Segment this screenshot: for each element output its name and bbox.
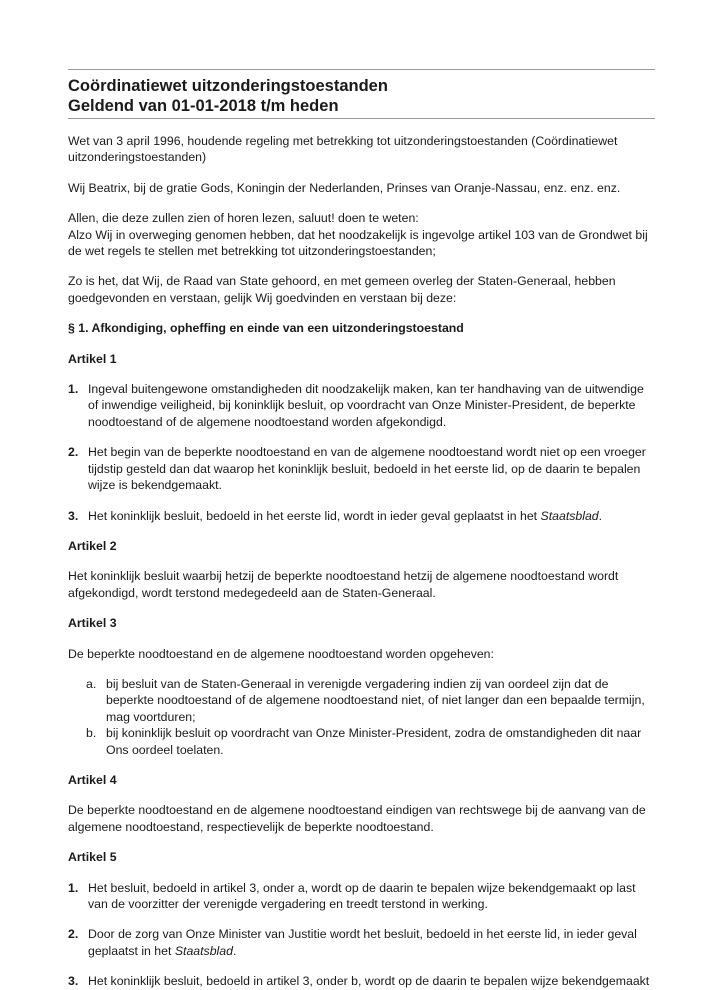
bottom-divider — [68, 118, 655, 119]
item-number: 1. — [68, 880, 79, 895]
item-number: 2. — [68, 445, 79, 460]
article-1-heading: Artikel 1 — [68, 351, 117, 366]
article-3-text: De beperkte noodtoestand en de algemene noodtoestand worden opgeheven: — [68, 646, 494, 661]
top-divider — [68, 69, 655, 70]
article-1-item-2 — [68, 444, 653, 493]
article-4-text: De beperkte noodtoestand en de algemene noodtoestand eindigen van rechtswege bij de aanvang van de algemene noodtoestand, respectievelijk de beperkte noodtoestand. — [68, 803, 646, 834]
intro-paragraph-2: Wij Beatrix, bij de gratie Gods, Koningin der Nederlanden, Prinses van Oranje-Nassau, enz. enz. enz. — [68, 180, 621, 195]
item-text: bij koninklijk besluit op voordracht van Onze Minister-President, zodra de omstandigheden dit naar Ons oordeel toelaten. — [106, 726, 642, 757]
document-body — [68, 133, 653, 990]
item-text: Het besluit, bedoeld in artikel 3, onder a, wordt op de daarin te bepalen wijze bekendgemaakt op last van de voorzitter der verenigde vergadering en treedt terstond in werking. — [88, 880, 636, 911]
item-letter: a. — [86, 676, 97, 691]
article-1-item-3 — [68, 508, 653, 524]
article-5-heading: Artikel 5 — [68, 850, 117, 865]
article-5-item-1 — [68, 880, 653, 913]
section-heading: § 1. Afkondiging, opheffing en einde van een uitzonderingstoestand — [68, 321, 464, 336]
document-title — [68, 76, 388, 116]
title-line-1: Coördinatiewet uitzonderingstoestanden — [68, 77, 388, 95]
item-text — [88, 508, 653, 524]
article-4-heading: Artikel 4 — [68, 772, 117, 787]
item-letter: b. — [86, 726, 97, 741]
item-text-part: Het koninklijk besluit, bedoeld in het eerste lid, wordt in ieder geval geplaatst in het — [88, 508, 541, 523]
staatsblad-emphasis: Staatsblad — [540, 508, 599, 523]
article-2-heading: Artikel 2 — [68, 538, 117, 553]
item-text: Het begin van de beperkte noodtoestand en van de algemene noodtoestand wordt niet op een vroeger tijdstip gesteld dan dat waarop het koninklijk besluit, bedoeld in het eerste lid, op de daarin te bepalen wijze is bekendgemaakt. — [88, 445, 646, 493]
item-number: 3. — [68, 974, 79, 989]
staatsblad-emphasis: Staatsblad — [174, 943, 233, 958]
item-number: 1. — [68, 382, 79, 397]
item-text-part: . — [598, 508, 603, 523]
article-2-text: Het koninklijk besluit waarbij hetzij de beperkte noodtoestand hetzij de algemene noodtoestand wordt afgekondigd, wordt terstond medegedeeld aan de Staten-Generaal. — [68, 569, 619, 600]
article-3-item-a — [86, 676, 653, 725]
article-5-item-2 — [68, 926, 653, 959]
item-text: Het koninklijk besluit, bedoeld in artikel 3, onder b, wordt op de daarin te bepalen wijze bekendgemaakt — [88, 974, 650, 989]
article-3-item-b — [86, 725, 653, 758]
item-text: bij besluit van de Staten-Generaal in verenigde vergadering indien zij van oordeel zijn dat de beperkte noodtoestand of de algemene noodtoestand niet, of niet langer dan een bepaalde termijn, mag voortduren; — [106, 676, 645, 724]
title-line-2: Geldend van 01-01-2018 t/m heden — [68, 97, 339, 115]
article-1-item-1 — [68, 381, 653, 430]
intro-paragraph-3a: Allen, die deze zullen zien of horen lezen, saluut! doen te weten: — [68, 211, 419, 226]
article-3-heading: Artikel 3 — [68, 616, 117, 631]
item-number: 3. — [68, 508, 79, 523]
article-5-item-3 — [68, 973, 653, 989]
item-number: 2. — [68, 927, 79, 942]
item-text-part: . — [232, 943, 237, 958]
item-text — [88, 926, 653, 959]
intro-paragraph-1: Wet van 3 april 1996, houdende regeling met betrekking tot uitzonderingstoestanden (Coördinatiewet uitzonderingstoestanden) — [68, 134, 618, 165]
item-text-part: Door de zorg van Onze Minister van Justitie wordt het besluit, bedoeld in het eerste lid, in ieder geval geplaatst in het — [88, 927, 637, 958]
item-text: Ingeval buitengewone omstandigheden dit noodzakelijk maken, kan ter handhaving van de uitwendige of inwendige veiligheid, bij koninklijk besluit, op voordracht van Onze Minister-President, de beperkte noodtoestand of de algemene noodtoestand worden afgekondigd. — [88, 382, 644, 429]
intro-paragraph-3b: Alzo Wij in overweging genomen hebben, dat het noodzakelijk is ingevolge artikel 103 van de Grondwet bij de wet regels te stellen met betrekking tot uitzonderingstoestanden; — [68, 227, 648, 259]
intro-paragraph-4: Zo is het, dat Wij, de Raad van State gehoord, en met gemeen overleg der Staten-Generaal, hebben goedgevonden en verstaan, gelijk Wij goedvinden en verstaan bij deze: — [68, 274, 616, 305]
